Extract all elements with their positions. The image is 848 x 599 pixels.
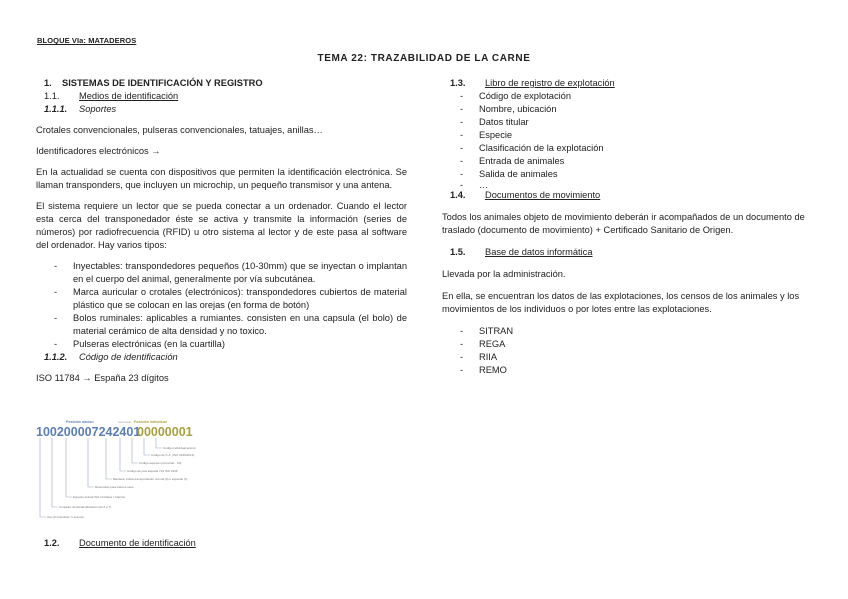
ella-paragraph: En ella, se encuentran los datos de las explotaciones, los censos de los animales y los movimientos de los individuos o por lotes entre las explotaciones. bbox=[442, 291, 800, 314]
sistema-paragraph: El sistema requiere un lector que se pueda conectar a un ordenador. Cuando el lector esta cerca del transponedador éste se activa y transmite la información (series de números) por radiofrecuencia (RFID) u otro sistema al lector y de este pasa al software del ordenador. Hay varios tipos: bbox=[36, 201, 407, 250]
section-1-2-heading: 1.2. Documento de identificación bbox=[44, 538, 196, 548]
list-item: - Marca auricular o crotales (electrónicos): transpondedores cubiertos de material plástico que se colocan en las orejas (en forma de botón) bbox=[36, 286, 407, 312]
iso-header-right: Posición individual bbox=[134, 420, 167, 424]
list-item: - Salida de animales bbox=[442, 168, 814, 181]
movimiento-paragraph: Todos los animales objeto de movimiento deberán ir acompañados de un documento de traslado (documento de movimiento) + Certificado Sanitario de Origen. bbox=[442, 212, 805, 235]
iso-label: Bandera: indica transpondedor normal (0) o especial (1) bbox=[113, 477, 188, 481]
section-1-heading: 1. SISTEMAS DE IDENTIFICACIÓN Y REGISTRO bbox=[44, 78, 263, 88]
iso-header-mid: reservado bbox=[118, 420, 132, 424]
section-1-3-heading: 1.3. Libro de registro de explotación bbox=[450, 78, 615, 88]
list-item: - Clasificación de la explotación bbox=[442, 142, 814, 155]
list-item: - Datos titular bbox=[442, 116, 814, 129]
electronicos-paragraph: Identificadores electrónicos → bbox=[36, 146, 161, 156]
list-item: - Entrada de animales bbox=[442, 155, 814, 168]
iso-code-figure bbox=[36, 418, 196, 530]
iso-label: Código de C.A. (ISO 3166/2012) bbox=[151, 453, 195, 457]
list-item: - RIIA bbox=[442, 351, 814, 364]
tipos-list bbox=[36, 260, 407, 351]
bases-list bbox=[442, 325, 814, 377]
right-column bbox=[442, 77, 814, 377]
iso-label: Código de país España 724 ISO 3166 bbox=[127, 469, 178, 473]
soportes-paragraph: Crotales convencionales, pulseras convencionales, tatuajes, anillas… bbox=[36, 125, 323, 135]
list-item: - REGA bbox=[442, 338, 814, 351]
iso-label: Contador de Reidentificación (de 0 a 7) bbox=[59, 505, 112, 509]
section-1-5-heading: 1.5. Base de datos informática bbox=[450, 247, 593, 257]
iso-label: Uso (0 industrial / 1 animal) bbox=[47, 515, 84, 519]
actualidad-paragraph: En la actualidad se cuenta con dispositivos que permiten la identificación electrónica. Se llaman transponders, que incluyen un microchip, un pequeño transmisor y una antena. bbox=[36, 167, 407, 190]
llevada-paragraph: Llevada por la administración. bbox=[442, 269, 566, 279]
list-item: - Inyectables: transpondedores pequeños (10-30mm) que se inyectan o implantan en el cuerpo del animal, generalmente por vía subcutánea. bbox=[36, 260, 407, 286]
left-column bbox=[36, 77, 407, 385]
iso-code-part1: 100200007242401 bbox=[36, 425, 141, 439]
list-item: - Pulseras electrónicas (en la cuartilla) bbox=[36, 338, 407, 351]
iso-label: Código individual animal bbox=[163, 446, 196, 450]
list-item: - Nombre, ubicación bbox=[442, 103, 814, 116]
block-label: BLOQUE VIa: MATADEROS bbox=[37, 36, 137, 45]
iso-paragraph: ISO 11784 → España 23 dígitos bbox=[36, 373, 169, 383]
list-item: - … bbox=[442, 181, 814, 189]
list-item: - Especie bbox=[442, 129, 814, 142]
libro-list bbox=[442, 90, 814, 189]
list-item: - REMO bbox=[442, 364, 814, 377]
section-1-1-2-heading: 1.1.2. Código de identificación bbox=[44, 352, 178, 362]
list-item: - Código de explotación bbox=[442, 90, 814, 103]
iso-label: Código especie (ovino/cab · 00) bbox=[139, 461, 182, 465]
section-1-1-heading: 1.1. Medios de identificación bbox=[44, 91, 179, 101]
section-1-4-heading: 1.4. Documentos de movimiento bbox=[450, 190, 601, 200]
iso-label: Espacio animal ISO 14 Datos / Caprino bbox=[73, 495, 126, 499]
list-item: - SITRAN bbox=[442, 325, 814, 338]
section-1-1-1-heading: 1.1.1. Soportes bbox=[44, 104, 117, 114]
iso-code-part2: 00000001 bbox=[137, 425, 193, 439]
iso-label: Reservado para futuros usos bbox=[95, 485, 134, 489]
page-title: TEMA 22: TRAZABILIDAD DE LA CARNE bbox=[317, 53, 531, 64]
iso-header-left: Posición nacion bbox=[66, 420, 94, 424]
list-item: - Bolos ruminales: aplicables a rumiantes. consisten en una capsula (el bolo) de material cerámico de alta densidad y no toxico. bbox=[36, 312, 407, 338]
